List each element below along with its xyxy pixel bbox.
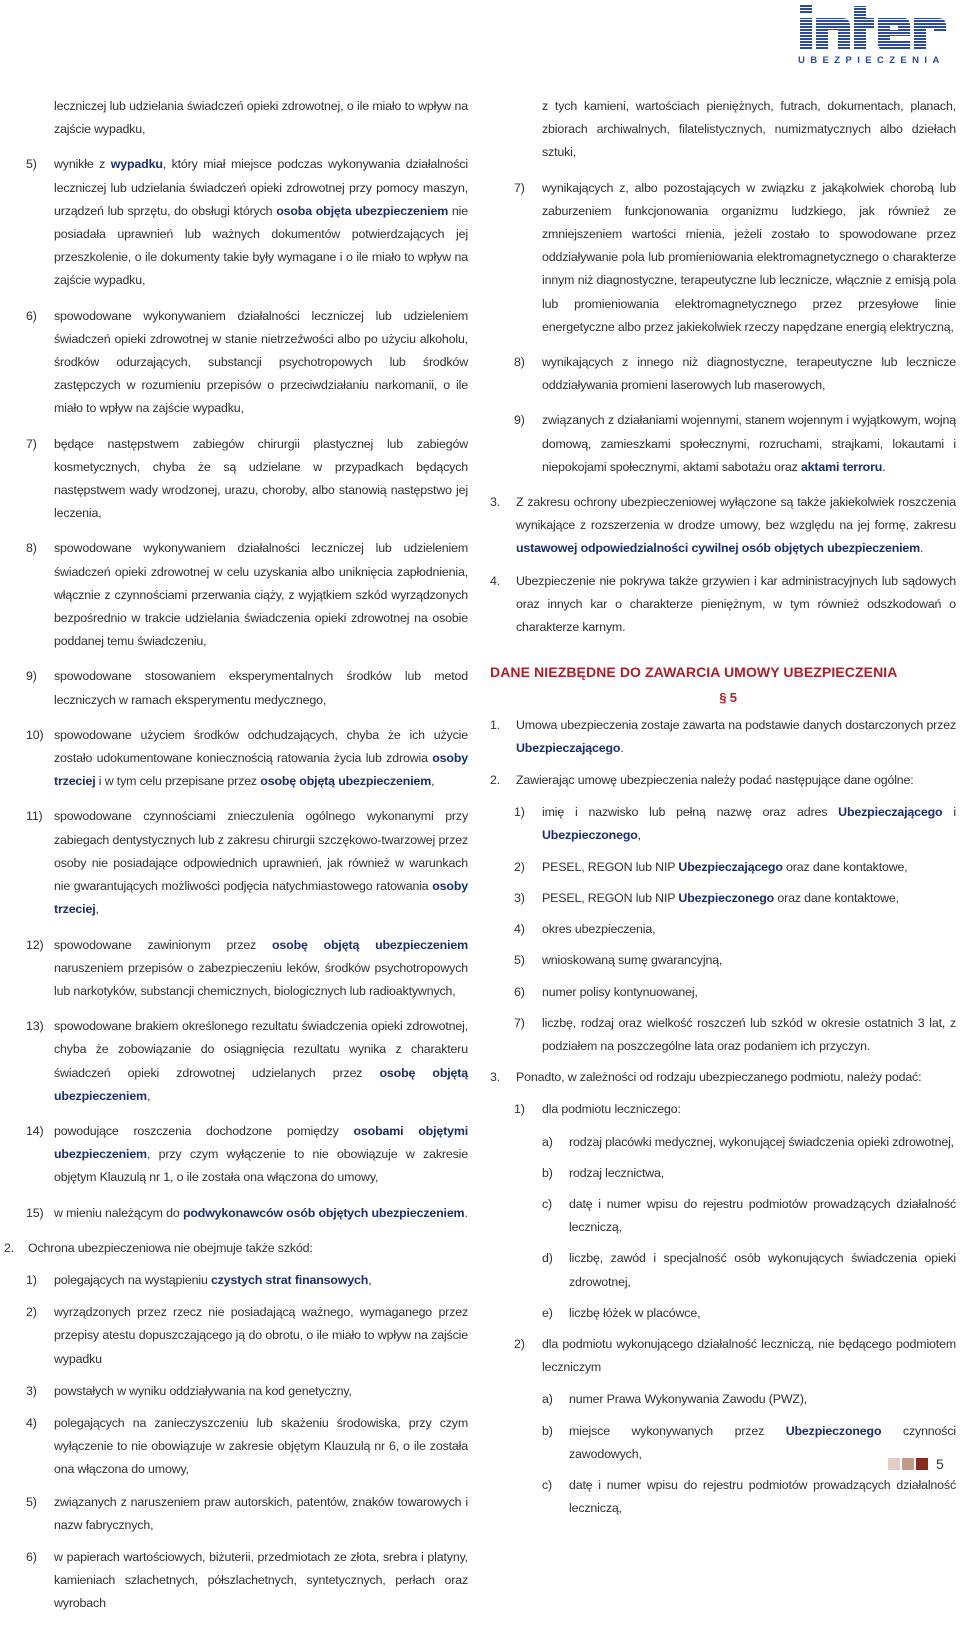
item-text: polegających na zanieczyszczeniu lub skażeniu środowiska, przy czym wyłączenie to nie obowiązuje w zakresie objętym Klauzulą nr 6, o ile została ona włączona do umowy, xyxy=(54,1415,468,1477)
subject-type-2: 2) dla podmiotu wykonującego działalność leczniczą, nie będącego podmiotem leczniczym xyxy=(514,1336,956,1375)
medical-entity-data-item-5 xyxy=(488,1302,956,1325)
medical-entity-data-item-2 xyxy=(488,1162,956,1185)
section-clause-1: 1. Umowa ubezpieczenia zostaje zawarta na podstawie danych dostarczonych przez Ubezpieczającego. xyxy=(490,717,956,755)
exclusion-item-6 xyxy=(0,724,468,794)
exclusion-item-11 xyxy=(0,1202,468,1225)
item-number: 1) xyxy=(514,805,525,820)
item-number: 5) xyxy=(26,157,37,172)
item-text: będące następstwem zabiegów chirurgii plastycznej lub zabiegów kosmetycznych, chyba że są udzielane w przypadkach będących następstwem wady wrodzonej, urazu, choroby, albo stanowią następstwo jej leczenia, xyxy=(54,436,468,521)
item-text: numer Prawa Wykonywania Zawodu (PWZ), xyxy=(569,1392,808,1407)
exclusion-item-10 xyxy=(0,1120,468,1190)
item-text: wynikających z, albo pozostających w związku z jakąkolwiek chorobą lub zaburzeniem funkcjonowania organizmu ludzkiego, jak również ze zmniejszeniem wartości mienia, jeżeli zostało to spowodowane przez oddziaływanie pola lub promieniowania elektromagnetycznego o charakterze innym niż diagnostyczne, terapeutyczne lub lecznicze, włącznie z emisją pola lub promieniowania elektromagnetycznego przez przesyłowe linie energetyczne albo przez jakiekolwiek rzeczy napędzane energią elektryczną, xyxy=(542,180,956,334)
practitioner-data-item-1 xyxy=(488,1388,956,1411)
exclusion-item-3 xyxy=(488,409,956,479)
item-number: c) xyxy=(542,1477,553,1492)
medical-entity-data-item-1 xyxy=(488,1131,956,1154)
item-number: 2) xyxy=(514,859,525,874)
item-text: związanych z działaniami wojennymi, stanem wojennym i wyjątkowym, wojną domową, zamieszkami społecznymi, rozruchami, strajkami, lokautami i niepokojami społecznymi, aktami sabotażu oraz aktami terroru. xyxy=(542,413,956,474)
item-text: powodujące roszczenia dochodzone pomiędzy osobami objętymi ubezpieczeniem, przy czym wyłączenie to nie obowiązuje w zakresie objętym Klauzulą nr 1, o ile została ona włączona do umowy, xyxy=(54,1123,468,1185)
item-number: 14) xyxy=(26,1123,44,1138)
item-number: 2) xyxy=(26,1305,37,1320)
footer-square-3 xyxy=(916,1458,928,1470)
clause-2: 2. Ochrona ubezpieczeniowa nie obejmuje także szkód: xyxy=(4,1240,313,1255)
item-text: związanych z naruszeniem praw autorskich, patentów, znaków towarowych i nazw fabrycznych, xyxy=(54,1494,468,1532)
item-text: wynikających z innego niż diagnostyczne, terapeutyczne lub lecznicze oddziaływania promieni laserowych lub maserowych, xyxy=(542,355,956,393)
continued-paragraph: leczniczej lub udzielania świadczeń opieki zdrowotnej, o ile miało to wpływ na zajście wypadku, xyxy=(54,99,468,137)
item-number: d) xyxy=(542,1251,553,1266)
item-number: 1) xyxy=(26,1272,37,1287)
item-number: 15) xyxy=(26,1205,44,1220)
subject-type-1: 1) dla podmiotu leczniczego: xyxy=(514,1102,681,1117)
item-text: powstałych w wyniku oddziaływania na kod genetyczny, xyxy=(54,1383,352,1398)
item-number: 9) xyxy=(26,669,37,684)
item-number: 6) xyxy=(26,1549,37,1564)
item-number: 11) xyxy=(26,809,43,824)
item-text: spowodowane brakiem określonego rezultatu świadczenia opieki zdrowotnej, chyba że zobowiązanie do osiągnięcia rezultatu wynika z charakteru świadczeń opieki zdrowotnej udzielanych przez osobę objętą ubezpieczeniem, xyxy=(54,1019,468,1103)
item-text: PESEL, REGON lub NIP Ubezpieczającego oraz dane kontaktowe, xyxy=(542,859,908,874)
item-text: spowodowane stosowaniem eksperymentalnych środków lub metod leczniczych w ramach eksperymentu medycznego, xyxy=(54,669,468,707)
item-number: 7) xyxy=(26,436,37,451)
item-number: 7) xyxy=(514,1015,525,1030)
item-number: 8) xyxy=(26,541,37,556)
damage-exclusion-item-6 xyxy=(0,1546,468,1616)
item-text: wynikłe z wypadku, który miał miejsce podczas wykonywania działalności leczniczej lub udzielania świadczeń opieki zdrowotnej przy pomocy maszyn, urządzeń lub sprzętu, do obsługi których osoba objęta ubezpieczeniem nie posiadała uprawnień lub ważnych dokumentów potwierdzających jej przeszkolenie, o ile dokumenty takie były wymagane i o ile miało to wpływ na zajście wypadku, xyxy=(54,157,468,288)
section-heading: DANE NIEZBĘDNE DO ZAWARCIA UMOWY UBEZPIECZENIA xyxy=(490,664,898,681)
item-text: datę i numer wpisu do rejestru podmiotów prowadzących działalność leczniczą, xyxy=(569,1196,956,1235)
continued-paragraph: z tych kamieni, wartościach pieniężnych, futrach, dokumentach, planach, zbiorach archiwalnych, filatelistycznych, numizmatycznych albo dziełach sztuki, xyxy=(542,99,956,160)
footer-square-2 xyxy=(902,1458,914,1470)
item-number: 4) xyxy=(26,1415,37,1430)
item-text: miejsce wykonywanych przez Ubezpieczonego czynności zawodowych, xyxy=(569,1423,956,1461)
item-text: w papierach wartościowych, biżuterii, przedmiotach ze złota, srebra i platyny, kamieniach szlachetnych, półszlachetnych, syntetycznych, perłach oraz wyrobach xyxy=(54,1549,468,1611)
medical-entity-data-item-3 xyxy=(488,1193,956,1239)
item-number: 5) xyxy=(26,1494,37,1509)
section-clause-2: 2. Zawierając umowę ubezpieczenia należy podać następujące dane ogólne: xyxy=(490,773,914,788)
medical-entity-data-item-4 xyxy=(488,1247,956,1293)
item-number: 4) xyxy=(514,922,525,937)
right-column xyxy=(488,95,956,1528)
item-number: 6) xyxy=(514,984,525,999)
section-number: § 5 xyxy=(719,690,737,706)
exclusion-item-8 xyxy=(0,934,468,1004)
exclusion-item-1 xyxy=(0,153,468,292)
item-text: spowodowane wykonywaniem działalności leczniczej lub udzieleniem świadczeń opieki zdrowotnej w stanie nietrzeźwości albo po użyciu alkoholu, środków odurzających, substancji psychotropowych lub środków zastępczych w rozumieniu przepisów o przeciwdziałaniu narkomanii, o ile miało to wpływ na zajście wypadku, xyxy=(54,308,468,416)
damage-exclusion-item-1 xyxy=(0,1269,468,1292)
general-data-item-3 xyxy=(488,887,956,910)
exclusion-item-1 xyxy=(488,177,956,339)
item-number: a) xyxy=(542,1392,553,1407)
item-number: b) xyxy=(542,1165,553,1180)
item-number: a) xyxy=(542,1134,553,1149)
general-data-item-5 xyxy=(488,949,956,972)
practitioner-data-item-3 xyxy=(488,1474,956,1520)
item-text: wnioskowaną sumę gwarancyjną, xyxy=(542,953,723,968)
exclusion-item-2 xyxy=(488,351,956,397)
exclusion-item-2 xyxy=(0,305,468,421)
item-text: datę i numer wpisu do rejestru podmiotów prowadzących działalność leczniczą, xyxy=(569,1477,956,1516)
section-clause-3: 3. Ponadto, w zależności od rodzaju ubezpieczanego podmiotu, należy podać: xyxy=(490,1070,922,1085)
item-text: PESEL, REGON lub NIP Ubezpieczonego oraz dane kontaktowe, xyxy=(542,890,899,905)
damage-exclusion-item-5 xyxy=(0,1491,468,1537)
item-number: 13) xyxy=(26,1019,44,1034)
item-text: okres ubezpieczenia, xyxy=(542,922,656,937)
item-number: 7) xyxy=(514,180,525,195)
item-number: 5) xyxy=(514,953,525,968)
exclusion-item-7 xyxy=(0,805,468,921)
item-text: polegających na wystąpieniu czystych strat finansowych, xyxy=(54,1272,372,1287)
inter-logo xyxy=(798,2,948,66)
item-number: b) xyxy=(542,1423,553,1438)
item-text: spowodowane użyciem środków odchudzających, chyba że ich użycie zostało udokumentowane koniecznością ratowania życia lub zdrowia osoby trzeciej i w tym celu przepisane przez osobę objętą ubezpieczeniem, xyxy=(54,727,468,789)
item-text: rodzaj lecznictwa, xyxy=(569,1165,665,1180)
item-number: 6) xyxy=(26,308,37,323)
item-number: 10) xyxy=(26,727,44,742)
exclusion-item-4 xyxy=(0,537,468,653)
general-data-item-1 xyxy=(488,801,956,847)
left-column xyxy=(0,95,468,1625)
item-text: rodzaj placówki medycznej, wykonującej świadczenia opieki zdrowotnej, xyxy=(569,1134,954,1149)
general-data-item-7 xyxy=(488,1012,956,1058)
item-text: liczbę, zawód i specjalność osób wykonujących świadczenia opieki zdrowotnej, xyxy=(569,1251,956,1289)
damage-exclusion-item-3 xyxy=(0,1380,468,1403)
item-text: liczbę łóżek w placówce, xyxy=(569,1305,701,1320)
clause-4: 4. Ubezpieczenie nie pokrywa także grzywien i kar administracyjnych lub sądowych oraz innych kar o charakterze pieniężnym, w tym również odszkodowań o charakterze karnym. xyxy=(490,573,956,635)
page-number: 5 xyxy=(936,1456,944,1472)
general-data-item-4 xyxy=(488,918,956,941)
item-text: numer polisy kontynuowanej, xyxy=(542,984,698,999)
item-number: 12) xyxy=(26,937,44,952)
clause-3: 3. Z zakresu ochrony ubezpieczeniowej wyłączone są także jakiekolwiek roszczenia wynikające z rozszerzenia w drodze umowy, bez względu na jej formę, zakresu ustawowej odpowiedzialności cywilnej osób objętych ubezpieczeniem. xyxy=(490,495,956,556)
item-text: w mieniu należącym do podwykonawców osób objętych ubezpieczeniem. xyxy=(54,1205,468,1220)
exclusion-item-9 xyxy=(0,1015,468,1108)
general-data-item-2 xyxy=(488,856,956,879)
item-number: 3) xyxy=(514,890,525,905)
damage-exclusion-item-2 xyxy=(0,1301,468,1371)
page-footer xyxy=(888,1458,944,1470)
item-text: spowodowane czynnościami znieczulenia ogólnego wykonanymi przy zabiegach dentystycznych lub z zakresu chirurgii szczękowo-twarzowej przez osoby nie posiadające odpowiednich uprawnień, jak również w warunkach nie gwarantujących możliwości podjęcia natychmiastowego ratowania osoby trzeciej, xyxy=(54,809,468,917)
footer-square-1 xyxy=(888,1458,900,1470)
item-text: spowodowane wykonywaniem działalności leczniczej lub udzieleniem świadczeń opieki zdrowotnej w celu uzyskania albo uniknięcia zapłodnienia, włącznie z czynnościami przerwania ciąży, z wyjątkiem szkód wyrządzonych bezpośrednio w trakcie udzielania świadczenia opieki zdrowotnej na osobie poddanej temu świadczeniu, xyxy=(54,541,468,649)
item-number: c) xyxy=(542,1196,553,1211)
exclusion-item-3 xyxy=(0,433,468,526)
item-text: imię i nazwisko lub pełną nazwę oraz adres Ubezpieczającego i Ubezpieczonego, xyxy=(542,805,956,843)
item-number: 8) xyxy=(514,355,525,370)
item-text: liczbę, rodzaj oraz wielkość roszczeń lub szkód w okresie ostatnich 3 lat, z podziałem na poszczególne lata oraz podaniem ich przyczyn. xyxy=(542,1015,956,1053)
item-number: 9) xyxy=(514,413,525,428)
damage-exclusion-item-4 xyxy=(0,1412,468,1482)
item-number: 3) xyxy=(26,1383,37,1398)
svg-text:UBEZPIECZENIA: UBEZPIECZENIA xyxy=(798,55,945,66)
item-number: e) xyxy=(542,1305,553,1320)
item-text: spowodowane zawinionym przez osobę objętą ubezpieczeniem naruszeniem przepisów o zabezpieczeniu leków, środków psychotropowych lub narkotyków, substancji chemicznych, biologicznych lub radioaktywnych, xyxy=(54,937,468,998)
general-data-item-6 xyxy=(488,981,956,1004)
item-text: wyrządzonych przez rzecz nie posiadającą ważnego, wymaganego przez przepisy atestu dopuszczającego ją do obrotu, o ile miało to wpływ na zajście wypadku xyxy=(54,1305,468,1366)
practitioner-data-item-2 xyxy=(488,1420,956,1466)
exclusion-item-5 xyxy=(0,665,468,711)
